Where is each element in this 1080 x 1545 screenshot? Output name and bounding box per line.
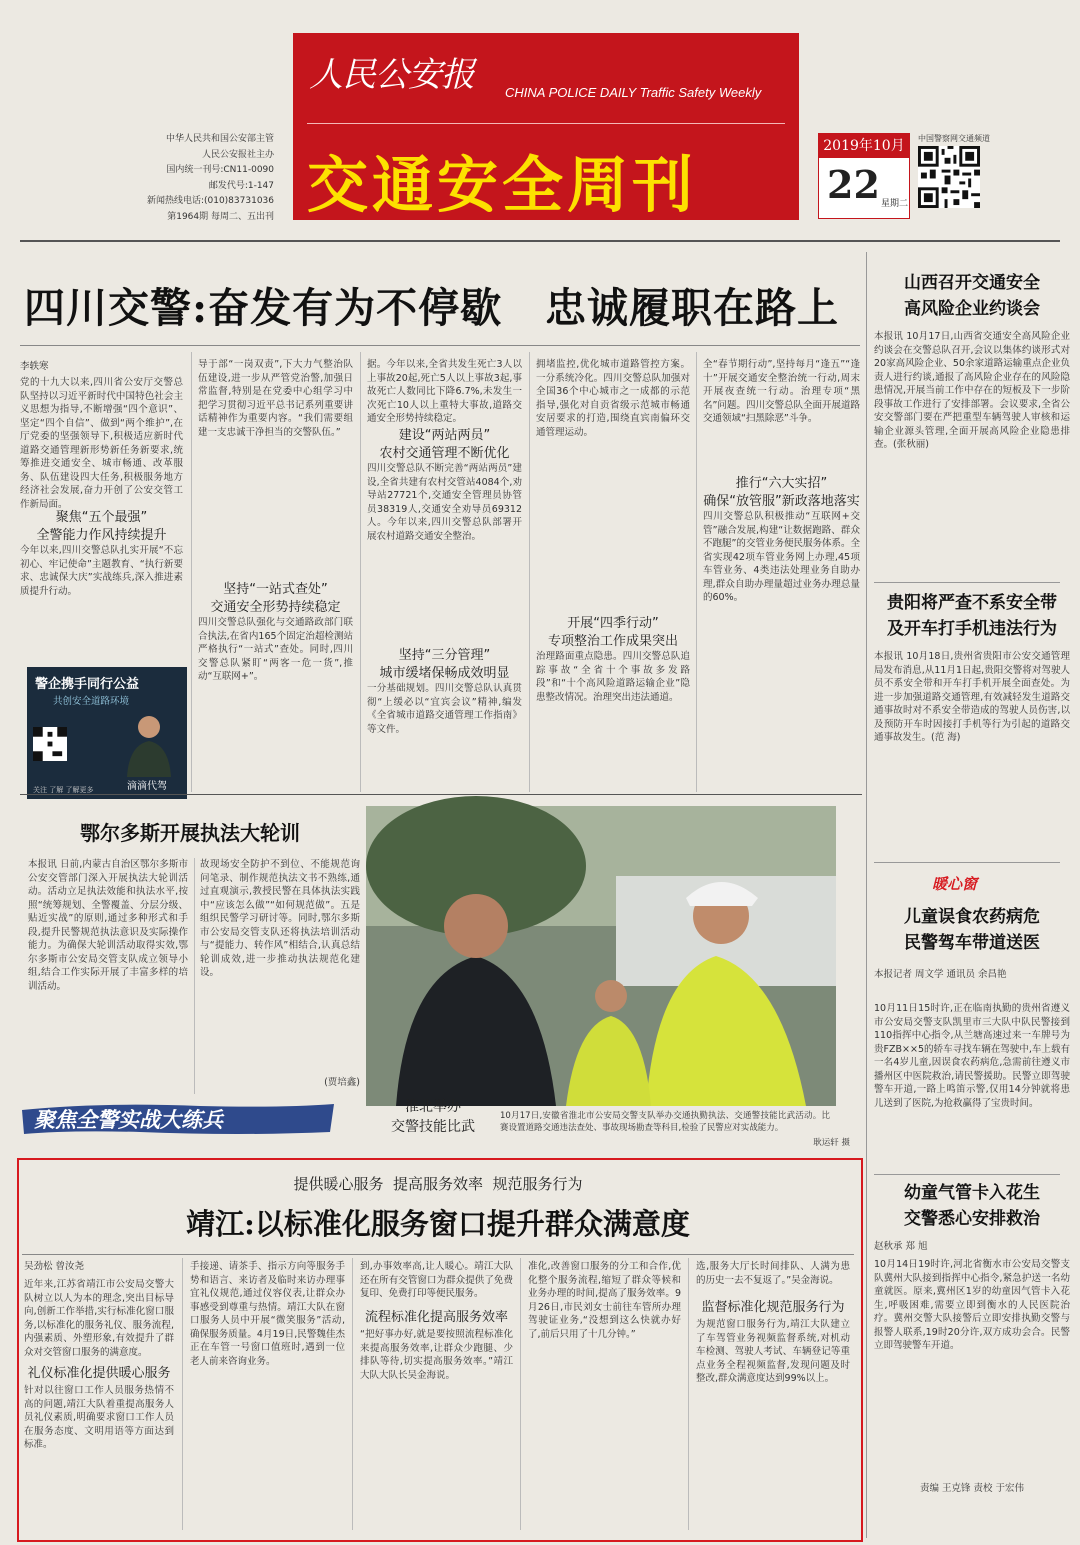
sidebar-rule xyxy=(866,252,867,1538)
jingjiang-subhead-1: 礼仪标准化提供暖心服务 xyxy=(27,1366,171,1381)
lead-col3b-text: 四川交警总队不断完善“两站两员”建设,全省共建有农村交管站4084个,劝导站27721个,交通安全管理员协管员38319人,交通安全劝导员69312人。今年以来,四川交警总队部署开展农村道路交通安全整治。 xyxy=(367,463,522,542)
ordos-col1-text: 本报讯 日前,内蒙古自治区鄂尔多斯市公安交管部门深入开展执法大轮训活动。活动立足执法效能和执法水平,按照“统筹规划、全警覆盖、分层分级、贴近实战”的原则,通过多种形式和手段,提升民警规范执法意识及实际操作能力。为确保大轮训活动取得实效,鄂尔多斯市公安局交管支队成立领导小组,结合工作实际开展了丰富多样的培训活动。 xyxy=(28,859,188,992)
ad-subtitle: 共创安全道路环境 xyxy=(53,696,130,707)
side-divider xyxy=(874,1174,1060,1175)
public-service-ad[interactable] xyxy=(27,667,187,799)
lead-col5b-text: 四川交警总队积极推动“互联网+交管”融合发展,构建“让数据跑路、群众不跑腿”的交管业务便民服务体系。全省实现42项车管业务网上办理,45项车管业务、4类违法处理业务自助办理,群众自助办理量超过业务办理总量的60%。 xyxy=(703,511,860,603)
jingjiang-col4-text: 准化,改善窗口服务的分工和合作,优化整个服务流程,缩短了群众等候和业务办理的时间,提高了服务效率。9月26日,市民刘女士前往车管所办理驾驶证业务,“没想到这么快就办好了,前后只用了十几分钟。” xyxy=(528,1261,681,1340)
masthead-title: 交通安全周刊 xyxy=(307,150,698,221)
lead-author: 李轶寒 xyxy=(20,361,49,372)
lead-subhead-4b: 城市缓堵保畅成效明显 xyxy=(379,666,510,681)
side3-title-2: 民警驾车带道送医 xyxy=(904,933,1040,953)
lead-subhead-5b: 专项整治工作成果突出 xyxy=(547,634,678,649)
section-rule xyxy=(20,794,862,795)
pub-line: 第1964期 每周二、五出刊 xyxy=(167,211,274,222)
lead-subhead-3: 建设“两站两员” xyxy=(398,428,491,443)
side1-title-2: 高风险企业约谈会 xyxy=(904,299,1040,319)
side4-title: 幼童气管卡入花生 xyxy=(904,1183,1040,1203)
pub-line: 中华人民共和国公安部主管 xyxy=(165,134,274,144)
jingjiang-subhead-2: 流程标准化提高服务效率 xyxy=(364,1310,508,1325)
column-rule xyxy=(352,1258,353,1530)
ordos-title: 鄂尔多斯开展执法大轮训 xyxy=(80,821,300,845)
driver-figure-icon xyxy=(117,707,181,777)
lead-subhead-2: 坚持“一站式查处” xyxy=(223,582,328,597)
column-rule xyxy=(696,352,697,792)
jingjiang-kicker: 提供暖心服务 提高服务效率 规范服务行为 xyxy=(293,1175,583,1193)
jingjiang-col3b-text: “把好事办好,就是要按照流程标准化来提高服务效率,让群众少跑腿、少排队等待,切实提高服务效率。”靖江大队大队长吴金海说。 xyxy=(360,1329,513,1381)
lead-col1-text: 党的十九大以来,四川省公安厅交警总队坚持以习近平新时代中国特色社会主义思想为指导,不断增强“四个意识”、坚定“四个自信”、做到“两个维护”,在厅党委的坚强领导下,积极适应新时代道路交通管理新形势新任务新要求,统筹推进交通安全、城市畅通、改革服务、队伍建设四大任务,积极服务地方经济社会发展,奋力开创了公安交管工作新局面。 xyxy=(20,377,183,510)
masthead-divider xyxy=(307,123,785,124)
masthead-logo: 人民公安报 xyxy=(309,55,474,95)
jingjiang-title: 靖江:以标准化服务窗口提升群众满意度 xyxy=(186,1207,690,1241)
pub-line: 国内统一刊号:CN11-0090 xyxy=(166,165,274,175)
lead-headline-b: 忠诚履职在路上 xyxy=(545,284,839,332)
side3-title: 儿童误食农药病危 xyxy=(904,907,1040,927)
lead-col3-text: 据。今年以来,全省共发生死亡3人以上事故20起,死亡5人以上事故3起,事故死亡人数同比下降6.7%,未发生一次死亡10人以上重特大事故,道路交通安全形势持续稳定。 xyxy=(367,359,522,424)
ordos-col2-text: 故现场安全防护不到位、不能规范询问笔录、制作规范执法文书不熟练,通过直观演示,教授民警在具体执法实践中“应该怎么做”“如何规范做”。五是组织民警学习研讨等。同时,鄂尔多斯市公安局交管支队还将执法培训活动与“提能力、转作风”相结合,认真总结轮训成效,进一步推动执法规范化建设。 xyxy=(200,859,360,978)
page-editors: 责编 王克锋 责校 于宏伟 xyxy=(919,1483,1025,1494)
lead-subhead-3b: 农村交通管理不断优化 xyxy=(379,446,510,461)
side3-body: 10月11日15时许,正在临南执勤的贵州省遵义市公安局交警支队凯里市三大队中队民警接到110指挥中心指令,从兰塘高速过来一车牌号为贵FZB××5的轿车寻找车辆在驾驶中,车上载有一名4岁儿童,因误食农药病危,急需前往遵义市播州区中医院救治,请民警援助。民警立即驾驶警车开道,一路上鸣笛示警,仅用14分钟就将患儿送到了医院,为抢救赢得了宝贵时间。 xyxy=(874,1003,1070,1109)
warm-window-section-tag xyxy=(932,873,986,893)
side3-byline: 本报记者 周文学 通讯员 余昌艳 xyxy=(874,969,1007,980)
lead-subhead-2b: 交通安全形势持续稳定 xyxy=(210,600,341,615)
ordos-source: (贾培鑫) xyxy=(324,1077,360,1088)
jingjiang-col5b-text: 为规范窗口服务行为,靖江大队建立了车驾管业务视频监督系统,对机动车检测、驾驶人考试、车辆登记等重点业务全程视频监督,发现问题及时整改,群众满意度达到99%以上。 xyxy=(696,1319,850,1384)
pub-line: 新闻热线电话:(010)83731036 xyxy=(146,196,274,206)
publication-info xyxy=(138,132,274,225)
lead-col3c-text: 一分基础规划。四川交警总队认真贯彻“上缓必以“宜宾会议”精神,编发《全省城市道路交通管理工作指南》等文件。 xyxy=(367,683,522,735)
side-story-peanut xyxy=(874,1180,1070,1496)
lead-subhead-5: 开展“四季行动” xyxy=(567,616,659,631)
jingjiang-col1b-text: 针对以往窗口工作人员服务热情不高的问题,靖江大队着重提高服务人员礼仪素质,明确要求窗口工作人员在服务态度、文明用语等方面达到标准。 xyxy=(24,1385,174,1450)
side4-byline: 赵秋承 郑 旭 xyxy=(874,1241,928,1252)
jingjiang-col1-text: 近年来,江苏省靖江市公安局交警大队树立以人为本的理念,突出目标导向,创新工作举措,实行标准化窗口服务,以标准化的服务礼仪、服务流程,内强素质、外塑形象,有效提升了群众对交管窗口服务的满意度。 xyxy=(24,1279,174,1358)
issue-date-box xyxy=(818,133,910,219)
lead-col4b-text: 治理路面重点隐患。四川交警总队追踪事故“全省十个事故多发路段”和“十个高风险道路运输企业”隐患整改情况。治理突出违法通道。 xyxy=(536,651,690,703)
side-story-guiyang xyxy=(874,590,1070,846)
pub-line: 人民公安报社主办 xyxy=(201,149,274,160)
article-rule xyxy=(22,1254,854,1255)
lead-subhead-1b: 全警能力作风持续提升 xyxy=(36,528,167,543)
ad-qr-code-icon[interactable] xyxy=(33,727,67,761)
jingjiang-subhead-3: 监督标准化规范服务行为 xyxy=(701,1300,845,1315)
pub-line: 邮发代号:1-147 xyxy=(208,180,274,191)
side-divider xyxy=(874,862,1060,863)
side2-body: 本报讯 10月18日,贵州省贵阳市公安交通管理局发布消息,从11月1日起,贵阳交警将对驾驶人员不系安全带和开车打手机开展全面查处。为进一步加强道路交通管理,有效减轻发生道路交通事故时对不系安全带造成的驾驶人员伤害,以及预防开车时因接打手机等行为引起的道路交通事故发生。(范 海) xyxy=(874,651,1070,743)
jingjiang-byline: 吴劲松 曾汝尧 xyxy=(24,1261,85,1272)
lead-col5-text: 全“春节期行动”,坚持每月“逢五”“逢十”开展交通安全整治统一行动,周末开展夜查统一行动。治理专项“黑名”问题。四川交警总队全面开展道路交通领域“扫黑除恶”斗争。 xyxy=(703,359,860,424)
masthead xyxy=(293,33,799,220)
ad-title: 警企携手同行公益 xyxy=(35,677,140,692)
column-rule xyxy=(688,1258,689,1530)
column-rule xyxy=(360,352,361,792)
qr-caption: 中国警察网交通频道 xyxy=(918,134,990,143)
side4-body: 10月14日19时许,河北省衡水市公安局交警支队冀州大队接到指挥中心指令,紧急护送一名幼童就医。原来,冀州区1岁的幼童因气管卡入花生,呼吸困难,需要立即到衡水的人民医院治疗。冀州交警大队接警后立即安排执勤交警与报警人联系,19时20分许,双方成功会合。民警立即驾驶警车开道。 xyxy=(874,1259,1070,1351)
traffic-police-photo xyxy=(366,806,836,1106)
jingjiang-col2-text: 手接递、请茶手、指示方向等服务手势和语言、来访者及临时来访办理事宜礼仪规范,通过仪容仪表,让群众办事感受到尊重与热情。靖江大队在窗口服务人员中开展“微笑服务”活动,确保服务质量。4月19日,民警魏佳杰正在车管一号窗口值班时,遇到一位老人前来咨询业务。 xyxy=(190,1261,345,1367)
issue-year-month: 2019年10月 xyxy=(819,134,909,158)
lead-subhead-1: 聚焦“五个最强” xyxy=(55,510,148,525)
photo-caption-2: 交警技能比武 xyxy=(391,1119,475,1135)
side-story-child xyxy=(874,904,1070,1170)
jingjiang-col5-text: 选,服务大厅长时间排队、人满为患的历史一去不复返了。”吴金海说。 xyxy=(696,1261,850,1286)
side-story-shanxi xyxy=(874,270,1070,564)
photo-caption-box xyxy=(378,1096,488,1136)
photo-credit: 耿运轩 摄 xyxy=(813,1138,850,1148)
focus-banner xyxy=(20,1098,336,1138)
lead-col4-text: 拥堵监控,优化城市道路管控方案。一分系统冷化。四川交警总队加强对全国36个中心城市之一成都的示范指导,强化对自贡省级示范城市畅通安居要求的打造,围绕直宾南偏环交通管理运动。 xyxy=(536,359,690,438)
lead-subhead-6: 推行“六大实招” xyxy=(735,476,828,491)
column-rule xyxy=(182,1258,183,1530)
issue-weekday: 星期二 xyxy=(881,199,909,209)
side2-title: 贵阳将严查不系安全带 xyxy=(887,593,1057,613)
side2-title-2: 及开车打手机违法行为 xyxy=(887,619,1057,639)
masthead-english-title: CHINA POLICE DAILY Traffic Safety Weekly xyxy=(505,85,762,100)
side4-title-2: 交警悉心安排救治 xyxy=(904,1209,1040,1229)
jingjiang-body xyxy=(24,1258,850,1530)
lead-subhead-6b: 确保“放管服”新政落地落实 xyxy=(703,494,860,509)
side-divider xyxy=(874,582,1060,583)
ad-footnote: 关注 了解 了解更多 xyxy=(33,786,94,794)
ad-brand: 滴滴代驾 xyxy=(127,781,167,792)
side1-title: 山西召开交通安全 xyxy=(904,273,1040,293)
jingjiang-col3-text: 到,办事效率高,让人暖心。靖江大队还在所有交管窗口为群众提供了免费复印、免费打印等便民服务。 xyxy=(360,1261,513,1299)
focus-banner-text: 聚焦全警实战大练兵 xyxy=(34,1108,223,1132)
column-rule xyxy=(191,352,192,792)
lead-col2b-text: 四川交警总队强化与交通路政部门联合执法,在省内165个固定治超检测站严格执行“一站式”查处。同时,四川交警总队紧盯“两客一危一货”,推动“互联网+”。 xyxy=(198,617,353,682)
masthead-rule xyxy=(20,240,1060,242)
headline-rule xyxy=(20,345,860,346)
lead-subhead-4: 坚持“三分管理” xyxy=(398,648,491,663)
photo-description: 10月17日,安徽省淮北市公安局交警支队举办交通执勤执法、交通警技能比武活动。比赛设置道路交通违法查处、事故现场勘查等科目,检验了民警应对实战能力。 xyxy=(500,1111,830,1133)
column-rule xyxy=(529,352,530,792)
side1-body: 本报讯 10月17日,山西省交通安全高风险企业约谈会在交警总队召开,会议以集体约谈形式对20家高风险企业、50余家道路运输重点企业负责人进行约谈,通报了高风险企业存在的风险隐患情况,开展当前工作中存在的短板及下一步阶段事故工作进行了安排部署。会议要求,全省公安交警部门要在严把重型车辆驾驶人审核和运输企业源头管理,全面开展高风险企业隐患排查。(张秋丽) xyxy=(874,331,1070,450)
lead-headline-a: 四川交警:奋发有为不停歇 xyxy=(24,284,503,332)
column-rule xyxy=(194,858,195,1094)
lead-col2-text: 导于部“一岗双责”,下大力气整治队伍建设,进一步从严管党治警,加强日常监督,特别是在党委中心组学习中把学习贯彻习近平总书记系列重要讲话精神作为重要内容。“我们需要组建一支忠诚干净担当的交警队伍。” xyxy=(198,359,353,438)
issue-day: 22 xyxy=(827,162,880,207)
photo-caption: 淮北举办 xyxy=(405,1099,461,1115)
column-rule xyxy=(520,1258,521,1530)
qr-code-icon[interactable] xyxy=(918,146,980,208)
lead-col1b-text: 今年以来,四川交警总队扎实开展“不忘初心、牢记使命”主题教育、“执行新要求、忠诚保大庆”实战练兵,深入推进素质提升行动。 xyxy=(20,545,183,597)
section-tag-label: 暖心窗 xyxy=(932,875,978,893)
